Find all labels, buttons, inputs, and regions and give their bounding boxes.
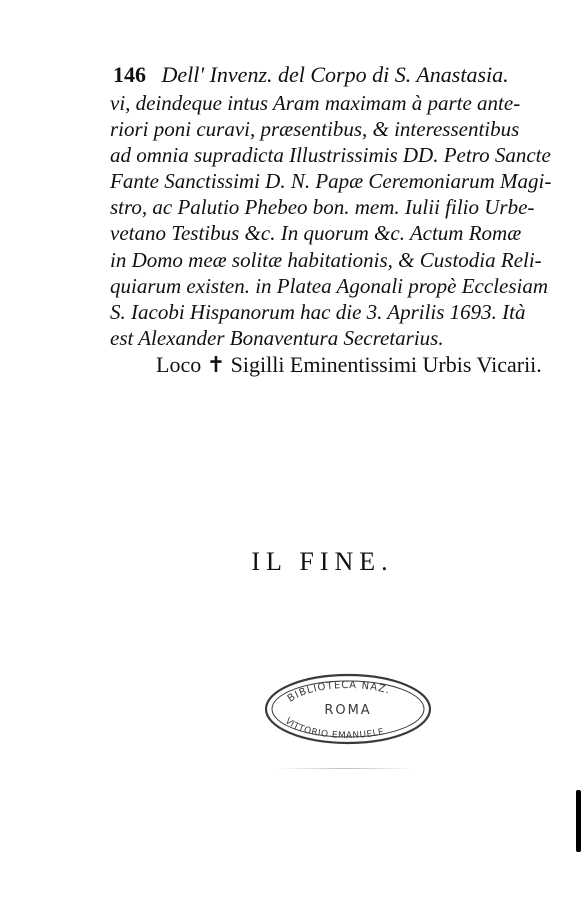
body-line: stro, ac Palutio Phebeo bon. mem. Iulii filio Urbe-	[110, 195, 535, 220]
svg-text:VITTORIO EMANUELE: VITTORIO EMANUELE	[282, 716, 386, 742]
body-line: est Alexander Bonaventura Secretarius.	[110, 325, 444, 350]
svg-text:BIBLIOTECA NAZ.: BIBLIOTECA NAZ.	[285, 679, 392, 705]
page-number: 146	[113, 62, 146, 87]
body-line: Fante Sanctissimi D. N. Papæ Ceremoniarum Magi-	[110, 169, 552, 194]
svg-text:ROMA: ROMA	[324, 703, 372, 718]
body-line: vetano Testibus &c. In quorum &c. Actum Romæ	[110, 221, 522, 246]
seal-notice: Loco ✝ Sigilli Eminentissimi Urbis Vicarii.	[156, 352, 542, 377]
body-paragraph	[110, 90, 560, 351]
faint-rule	[275, 768, 415, 769]
body-line: vi, deindeque intus Aram maximam à parte ante-	[110, 91, 521, 115]
body-line: ad omnia supradicta Illustrissimis DD. Petro Sancte	[110, 143, 551, 168]
ending-title: IL FINE.	[251, 547, 394, 576]
body-line: in Domo meæ solitæ habitationis, & Custodia Reli-	[110, 247, 542, 272]
body-line: riori poni curavi, præsentibus, & interessentibus	[110, 117, 520, 142]
page-edge-mark	[576, 790, 581, 852]
body-line: S. Iacobi Hispanorum hac die 3. Aprilis 1693. Ità	[110, 299, 526, 324]
body-line: quiarum existen. in Platea Agonali propè Ecclesiam	[110, 273, 549, 298]
library-stamp	[263, 672, 433, 746]
running-header	[113, 62, 513, 92]
running-title: Dell' Invenz. del Corpo di S. Anastasia.	[161, 62, 509, 87]
